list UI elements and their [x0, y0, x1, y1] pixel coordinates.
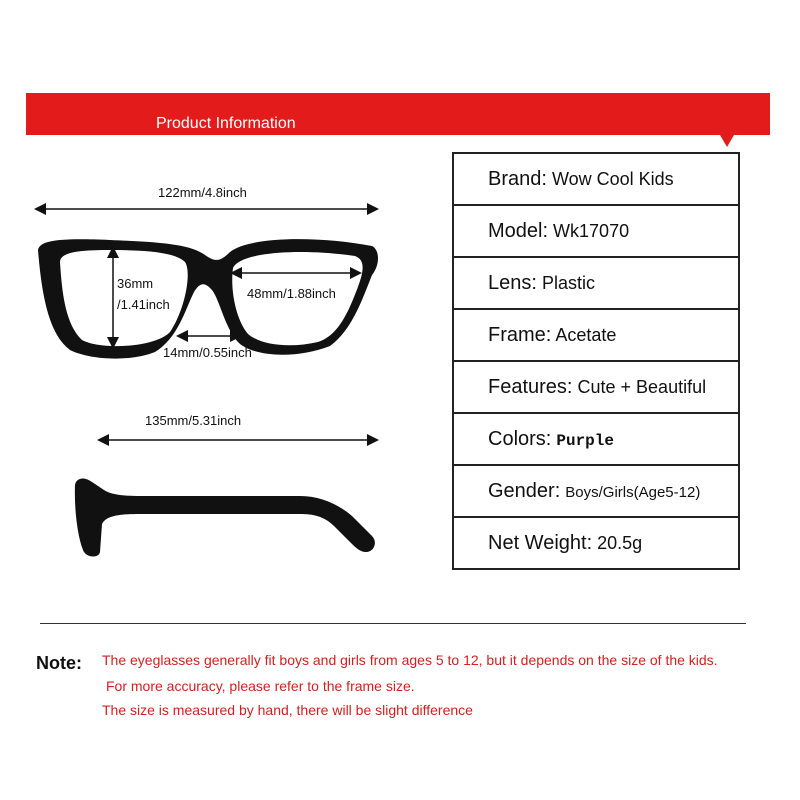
- spec-row-gender: [453, 465, 739, 517]
- spec-label: Frame:: [488, 323, 552, 346]
- bridge-width-label: 14mm/0.55inch: [163, 345, 252, 360]
- spec-value: Wow Cool Kids: [551, 168, 674, 189]
- spec-label: Lens:: [488, 271, 537, 294]
- lens-height-label-2: /1.41inch: [117, 297, 170, 312]
- note-line-3: The size is measured by hand, there will be slight difference: [102, 702, 473, 718]
- spec-row-features: [453, 361, 739, 413]
- banner-title: Product Information: [156, 115, 296, 132]
- glasses-temple: [75, 478, 375, 556]
- spec-value: 20.5g: [597, 532, 643, 553]
- spec-value: Purple: [556, 431, 614, 450]
- section-divider: [40, 623, 746, 624]
- spec-label: Gender:: [488, 479, 561, 502]
- spec-value: Acetate: [555, 324, 617, 345]
- spec-table: [452, 152, 740, 570]
- spec-value: Cute + Beautiful: [577, 376, 707, 397]
- lens-width-label: 48mm/1.88inch: [247, 286, 336, 301]
- spec-row-weight: [453, 517, 739, 569]
- spec-value: Plastic: [541, 272, 595, 293]
- lens-height-label-1: 36mm: [117, 276, 154, 291]
- note-heading: Note:: [36, 653, 82, 673]
- spec-label: Brand:: [488, 167, 547, 190]
- spec-value: Boys/Girls(Age5-12): [565, 483, 701, 501]
- spec-row-colors: [453, 413, 739, 465]
- spec-row-frame: [453, 309, 739, 361]
- total-width-label: 122mm/4.8inch: [158, 185, 247, 200]
- spec-label: Colors:: [488, 427, 552, 450]
- temple-length-label: 135mm/5.31inch: [145, 413, 242, 428]
- spec-label: Features:: [488, 375, 573, 398]
- note-line-1: The eyeglasses generally fit boys and girls from ages 5 to 12, but it depends on the size of the kids.: [102, 652, 718, 668]
- note-line-2: For more accuracy, please refer to the frame size.: [106, 678, 415, 694]
- spec-value: Wk17070: [553, 220, 630, 241]
- spec-label: Model:: [488, 219, 549, 242]
- spec-row-brand: [453, 153, 739, 205]
- spec-label: Net Weight:: [488, 531, 593, 554]
- spec-row-lens: [453, 257, 739, 309]
- spec-row-model: [453, 205, 739, 257]
